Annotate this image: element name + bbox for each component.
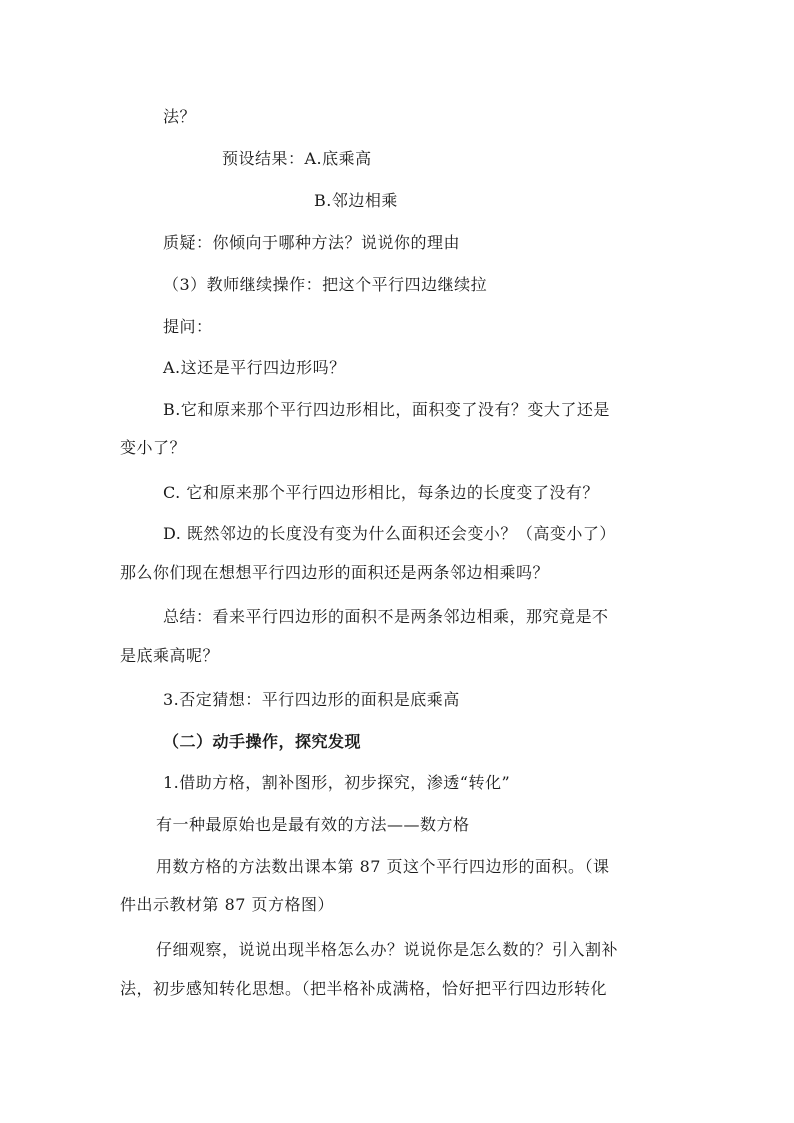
text-line-13: 总结：看来平行四边形的面积不是两条邻边相乘，那究竟是不 xyxy=(163,607,609,626)
text-line-18: 有一种最原始也是最有效的方法——数方格 xyxy=(156,815,470,834)
text-line-14: 是底乘高呢？ xyxy=(120,646,220,665)
text-line-10: C. 它和原来那个平行四边形相比，每条边的长度变了没有？ xyxy=(163,483,599,502)
text-line-17: 1.借助方格，割补图形，初步探究，渗透“转化” xyxy=(163,773,511,792)
text-line-6: 提问： xyxy=(163,317,213,336)
text-line-12: 那么你们现在想想平行四边形的面积还是两条邻边相乘吗？ xyxy=(120,563,550,582)
text-line-22: 法，初步感知转化思想。（把半格补成满格，恰好把平行四边形转化 xyxy=(120,979,608,998)
text-line-21: 仔细观察，说说出现半格怎么办？说说你是怎么数的？引入割补 xyxy=(156,940,619,959)
text-line-1: 法？ xyxy=(163,107,197,126)
text-line-8: B.它和原来那个平行四边形相比，面积变了没有？变大了还是 xyxy=(163,400,610,419)
text-line-7: A.这还是平行四边形吗？ xyxy=(163,358,346,377)
text-line-19: 用数方格的方法数出课本第 87 页这个平行四边形的面积。（课 xyxy=(156,857,610,876)
text-line-11: D. 既然邻边的长度没有变为什么面积还会变小？（高变小了） xyxy=(163,524,616,543)
text-line-2: 预设结果：A.底乘高 xyxy=(222,149,372,168)
text-line-15: 3.否定猜想：平行四边形的面积是底乘高 xyxy=(163,690,460,709)
text-line-20: 件出示教材第 87 页方格图） xyxy=(120,895,335,914)
section-heading: （二）动手操作，探究发现 xyxy=(163,732,362,751)
text-line-3: B.邻边相乘 xyxy=(314,191,398,210)
text-line-5: （3）教师继续操作：把这个平行四边继续拉 xyxy=(163,275,488,294)
text-line-9: 变小了？ xyxy=(120,438,187,457)
text-line-4: 质疑：你倾向于哪种方法？说说你的理由 xyxy=(163,233,461,252)
